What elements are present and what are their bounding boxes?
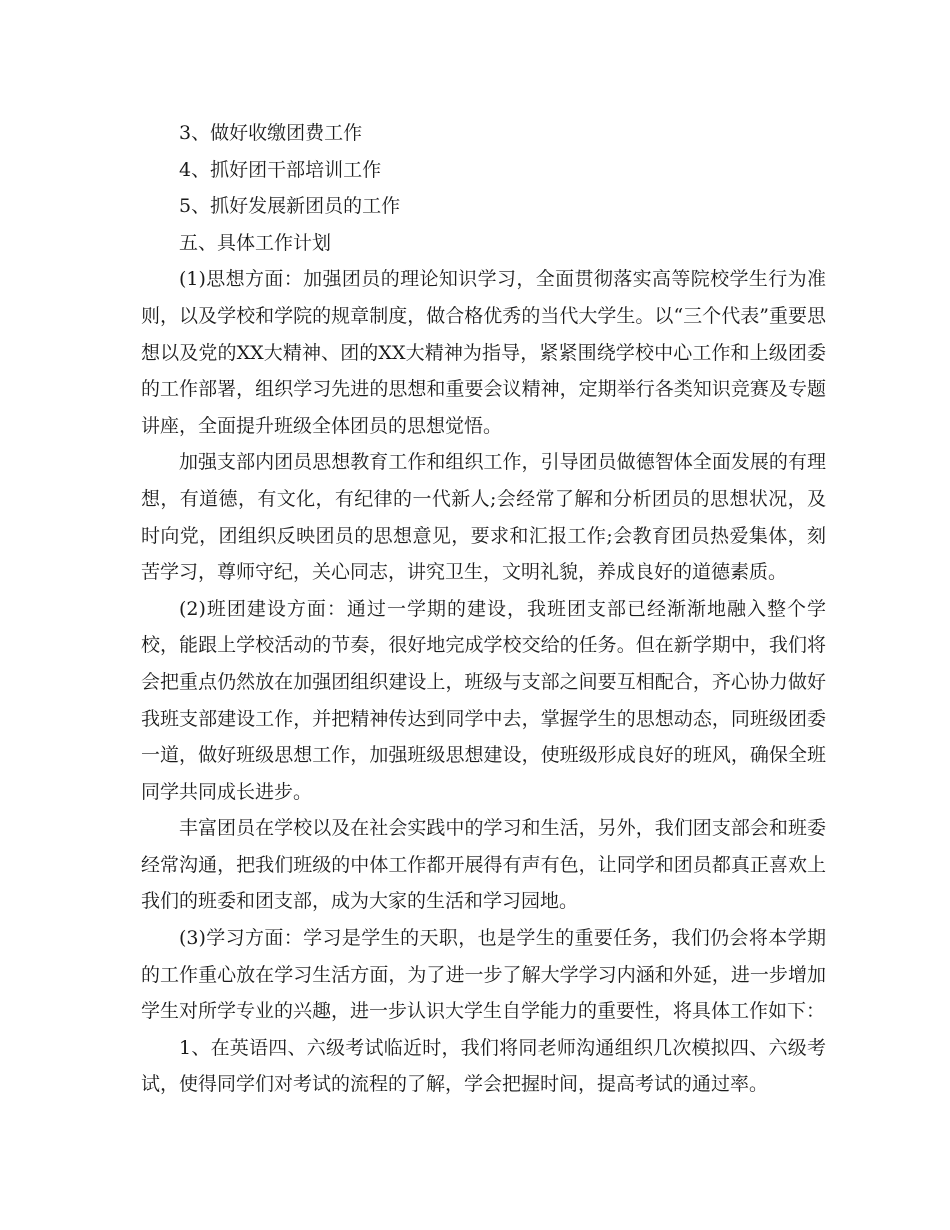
paragraph-class-building: (2)班团建设方面：通过一学期的建设，我班团支部已经渐渐地融入整个学校，能跟上学校活动的节奏，很好地完成学校交给的任务。但在新学期中，我们将会把重点仍然放在加强团组织建设上，班级与支部之间要互相配合，齐心协力做好我班支部建设工作，并把精神传达到同学中去，掌握学生的思想动态，同班级团委一道，做好班级思想工作，加强班级思想建设，使班级形成良好的班风，确保全班同学共同成长进步。 [141,597,826,803]
paragraph-ideology: (1)思想方面：加强团员的理论知识学习，全面贯彻落实高等院校学生行为准则，以及学校和学院的规章制度，做合格优秀的当代大学生。以“三个代表”重要思想以及党的XX大精神、团的XX大精神为指导，紧紧围绕学校中心工作和上级团委的工作部署，组织学习先进的思想和重要会议精神，定期举行各类知识竞赛及专题讲座，全面提升班级全体团员的思想觉悟。 [141,268,826,437]
list-item-cadre-training: 4、抓好团干部培训工作 [179,158,382,181]
paragraph-education: 加强支部内团员思想教育工作和组织工作，引导团员做德智体全面发展的有理想，有道德，有文化，有纪律的一代新人;会经常了解和分析团员的思想状况，及时向党，团组织反映团员的思想意见，要求和汇报工作;会教育团员热爱集体，刻苦学习，尊师守纪，关心同志，讲究卫生，文明礼貌，养成良好的道德素质。 [141,451,826,584]
section-heading-work-plan: 五、具体工作计划 [179,231,332,254]
paragraph-cet-exam: 1、在英语四、六级考试临近时，我们将同老师沟通组织几次模拟四、六级考试，使得同学们对考试的流程的了解，学会把握时间，提高考试的通过率。 [141,1036,826,1096]
list-item-new-members: 5、抓好发展新团员的工作 [179,195,401,218]
document-body [141,115,826,1103]
paragraph-study: (3)学习方面：学习是学生的天职，也是学生的重要任务，我们仍会将本学期的工作重心放在学习生活方面，为了进一步了解大学学习内涵和外延，进一步增加学生对所学专业的兴趣，进一步认识大学生自学能力的重要性，将具体工作如下： [141,927,826,1023]
paragraph-enrich-life: 丰富团员在学校以及在社会实践中的学习和生活，另外，我们团支部会和班委经常沟通，把我们班级的中体工作都开展得有声有色，让同学和团员都真正喜欢上我们的班委和团支部，成为大家的生活和学习园地。 [141,817,826,913]
list-item-collect-fees: 3、做好收缴团费工作 [179,122,363,144]
